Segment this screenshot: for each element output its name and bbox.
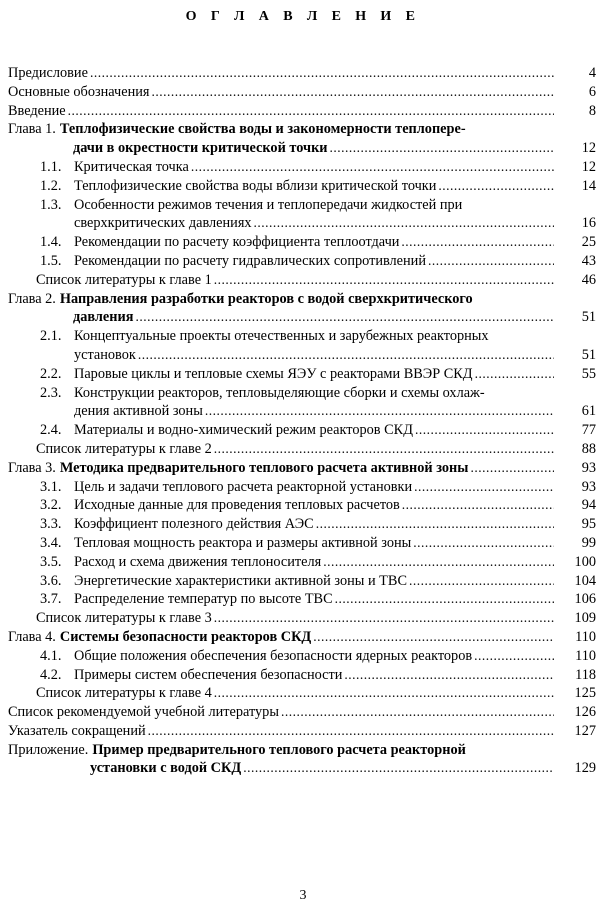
- toc-entry-title: Паровые циклы и тепловые схемы ЯЭУ с реакторами ВВЭР СКД: [74, 365, 473, 382]
- toc-line: [40, 478, 606, 497]
- toc-page-number: 4: [588, 65, 596, 81]
- toc-page-number: 88: [581, 440, 596, 457]
- dot-leader: [475, 365, 554, 384]
- toc-page-number: 8: [588, 102, 596, 119]
- toc-chapter-prefix: Глава 2.: [8, 290, 56, 307]
- toc-entry[interactable]: [0, 496, 606, 515]
- toc-section-number: 2.3.: [40, 384, 62, 401]
- toc-line: [40, 402, 606, 421]
- toc-line: [40, 158, 606, 177]
- toc-section-number: 1.1.: [40, 158, 62, 175]
- toc-entry-title: Рекомендации по расчету коэффициента теплоотдачи: [74, 234, 400, 251]
- toc-entry[interactable]: [0, 196, 606, 234]
- toc-entry-title: Общие положения обеспечения безопасности ядерных реакторов: [74, 647, 473, 664]
- dot-leader: [401, 233, 554, 252]
- toc-entry-title: Конструкции реакторов, тепловыделяющие сборки и схемы охлаж-: [74, 384, 485, 401]
- toc-line: [8, 139, 606, 158]
- dot-leader: [428, 252, 554, 271]
- dot-leader: [415, 421, 554, 440]
- toc-line: [40, 534, 606, 553]
- dot-leader: [68, 102, 554, 121]
- toc-page-number: 93: [581, 478, 596, 495]
- toc-line: [8, 83, 606, 102]
- toc-entry-title: Список рекомендуемой учебной литературы: [8, 704, 279, 721]
- toc-line: [40, 346, 606, 365]
- toc-section-number: 3.5.: [40, 553, 62, 570]
- toc-line: [40, 327, 606, 346]
- toc-line: [40, 177, 606, 196]
- toc-entry-title: Распределение температур по высоте ТВС: [74, 591, 333, 608]
- toc-page-number: 106: [574, 591, 596, 608]
- toc-page-number: 125: [574, 685, 596, 702]
- toc-page-number: 104: [574, 572, 596, 589]
- toc-chapter-title-cont: установки с водой СКД: [90, 760, 242, 777]
- dot-leader: [214, 684, 554, 703]
- toc-section-number: 3.6.: [40, 572, 62, 589]
- toc-entry[interactable]: [0, 684, 606, 703]
- toc-line: [40, 515, 606, 534]
- toc-page-number: 14: [581, 177, 596, 194]
- toc-line: [40, 666, 606, 685]
- toc-page-number: 95: [581, 516, 596, 533]
- toc-entry-title: Список литературы к главе 2: [36, 440, 212, 457]
- dot-leader: [214, 440, 554, 459]
- toc-entry[interactable]: [0, 572, 606, 591]
- toc-entry[interactable]: [0, 271, 606, 290]
- dot-leader: [470, 459, 554, 478]
- dot-leader: [151, 83, 554, 102]
- dot-leader: [90, 64, 554, 83]
- toc-line: [36, 684, 606, 703]
- toc-line: [40, 196, 606, 215]
- toc-page-number: 51: [581, 346, 596, 363]
- toc-line: [40, 647, 606, 666]
- toc-entry-title-cont: сверхкритических давлениях: [74, 215, 252, 232]
- toc-chapter-title: Теплофизические свойства воды и закономерности теплопере-: [59, 121, 466, 138]
- toc-entry[interactable]: [0, 722, 606, 741]
- toc-section-number: 1.4.: [40, 234, 62, 251]
- toc-line: [40, 496, 606, 515]
- toc-entry[interactable]: [0, 553, 606, 572]
- toc-section-number: 3.3.: [40, 516, 62, 533]
- toc-entry[interactable]: [0, 534, 606, 553]
- toc-entry[interactable]: [0, 158, 606, 177]
- toc-line: [8, 722, 606, 741]
- toc-page-number: 77: [581, 422, 596, 439]
- toc-entry[interactable]: [0, 478, 606, 497]
- toc-page-number: 12: [581, 158, 596, 175]
- dot-leader: [214, 609, 554, 628]
- toc-entry[interactable]: [0, 609, 606, 628]
- toc-line: [36, 271, 606, 290]
- toc-page-number: 94: [581, 497, 596, 514]
- dot-leader: [323, 553, 554, 572]
- toc-entry-title: Список литературы к главе 4: [36, 685, 212, 702]
- toc-section-number: 1.2.: [40, 177, 62, 194]
- toc-line: [40, 233, 606, 252]
- toc-section-number: 3.4.: [40, 534, 62, 551]
- toc-line: [8, 120, 606, 139]
- toc-chapter-prefix: Приложение.: [8, 741, 89, 758]
- dot-leader: [138, 346, 554, 365]
- toc-entry-title: Рекомендации по расчету гидравлических сопротивлений: [74, 252, 426, 269]
- toc-entry-title: Введение: [8, 102, 66, 119]
- toc-entry[interactable]: [0, 64, 606, 83]
- toc-line: [8, 703, 606, 722]
- dot-leader: [254, 214, 554, 233]
- dot-leader: [281, 703, 554, 722]
- dot-leader: [148, 722, 554, 741]
- toc-entry[interactable]: [0, 703, 606, 722]
- toc-entry-title: Предисловие: [8, 65, 88, 81]
- dot-leader: [205, 402, 554, 421]
- dot-leader: [214, 271, 554, 290]
- toc-entry[interactable]: [0, 421, 606, 440]
- toc-page-number: 16: [581, 215, 596, 232]
- toc-line: [40, 421, 606, 440]
- toc-entry-title: Указатель сокращений: [8, 722, 146, 739]
- toc-entry[interactable]: [0, 177, 606, 196]
- toc-chapter-prefix: Глава 3.: [8, 459, 56, 476]
- toc-line: [8, 759, 606, 778]
- dot-leader: [402, 496, 554, 515]
- toc-section-number: 2.1.: [40, 328, 62, 345]
- dot-leader: [330, 139, 554, 158]
- toc-entry-title: Критическая точка: [74, 158, 189, 175]
- toc-line: [36, 609, 606, 628]
- toc-line: [36, 440, 606, 459]
- toc-chapter-title: Методика предварительного теплового расчета активной зоны: [59, 459, 469, 476]
- toc-entry[interactable]: [0, 515, 606, 534]
- toc-line: [8, 741, 606, 760]
- toc-line: [40, 365, 606, 384]
- toc-entry-title: Список литературы к главе 3: [36, 610, 212, 627]
- toc-page-number: 61: [581, 403, 596, 420]
- toc-entry[interactable]: [0, 290, 606, 328]
- toc-page-number: 109: [574, 610, 596, 627]
- toc-entry-title: Расход и схема движения теплоносителя: [74, 553, 322, 570]
- toc-entry[interactable]: [0, 647, 606, 666]
- toc-entry-title: Концептуальные проекты отечественных и зарубежных реакторных: [74, 328, 489, 345]
- toc-line: [40, 553, 606, 572]
- toc-section-number: 1.3.: [40, 196, 62, 213]
- toc-entry[interactable]: [0, 120, 606, 158]
- toc-entry[interactable]: [0, 365, 606, 384]
- dot-leader: [313, 628, 554, 647]
- dot-leader: [344, 666, 554, 685]
- toc-chapter-title-cont: давления: [73, 309, 134, 326]
- page-number: 3: [299, 888, 307, 903]
- dot-leader: [191, 158, 554, 177]
- toc-line: [40, 572, 606, 591]
- toc-line: [8, 102, 606, 121]
- table-of-contents: [0, 64, 606, 778]
- toc-page-number: 51: [581, 309, 596, 326]
- toc-entry[interactable]: [0, 459, 606, 478]
- toc-line: [40, 252, 606, 271]
- toc-entry[interactable]: [0, 741, 606, 779]
- toc-section-number: 3.2.: [40, 497, 62, 514]
- toc-entry[interactable]: [0, 327, 606, 365]
- toc-page-number: 127: [574, 722, 596, 739]
- toc-section-number: 4.2.: [40, 666, 62, 683]
- toc-entry-title: Материалы и водно-химический режим реакторов СКД: [74, 422, 413, 439]
- toc-entry[interactable]: [0, 83, 606, 102]
- toc-line: [8, 64, 606, 83]
- toc-chapter-title: Пример предварительного теплового расчета реакторной: [92, 741, 466, 758]
- toc-section-number: 1.5.: [40, 252, 62, 269]
- toc-line: [8, 308, 606, 327]
- toc-line: [40, 214, 606, 233]
- toc-section-number: 3.7.: [40, 591, 62, 608]
- toc-page-number: 118: [575, 666, 596, 683]
- dot-leader: [409, 572, 554, 591]
- toc-page-number: 43: [581, 252, 596, 269]
- toc-entry-title: Исходные данные для проведения тепловых расчетов: [74, 497, 400, 514]
- dot-leader: [413, 534, 554, 553]
- toc-entry-title: Цель и задачи теплового расчета реакторной установки: [74, 478, 413, 495]
- toc-entry[interactable]: [0, 252, 606, 271]
- toc-line: [40, 590, 606, 609]
- toc-line: [8, 290, 606, 309]
- toc-entry-title: Примеры систем обеспечения безопасности: [74, 666, 343, 683]
- toc-entry-title: Коэффициент полезного действия АЭС: [74, 516, 314, 533]
- dot-leader: [335, 590, 554, 609]
- toc-entry[interactable]: [0, 590, 606, 609]
- toc-page-number: 93: [581, 459, 596, 476]
- toc-entry-title-cont: установок: [74, 346, 136, 363]
- toc-chapter-title: Направления разработки реакторов с водой сверхкритического: [59, 290, 473, 307]
- toc-page-number: 110: [575, 647, 596, 664]
- toc-entry[interactable]: [0, 666, 606, 685]
- toc-section-number: 3.1.: [40, 478, 62, 495]
- page-title: О Г Л А В Л Е Н И Е: [185, 9, 421, 24]
- toc-page-number: 110: [575, 628, 596, 645]
- toc-line: [8, 459, 606, 478]
- toc-chapter-title: Системы безопасности реакторов СКД: [59, 628, 312, 645]
- dot-leader: [316, 515, 554, 534]
- toc-page-number: 99: [581, 534, 596, 551]
- toc-line: [8, 628, 606, 647]
- toc-entry[interactable]: [0, 102, 606, 121]
- toc-line: [40, 384, 606, 403]
- dot-leader: [243, 759, 554, 778]
- toc-entry-title-cont: дения активной зоны: [74, 403, 203, 420]
- toc-entry-title: Тепловая мощность реактора и размеры активной зоны: [74, 534, 412, 551]
- toc-entry-title: Теплофизические свойства воды вблизи критической точки: [74, 177, 437, 194]
- toc-section-number: 4.1.: [40, 647, 62, 664]
- toc-page-number: 126: [574, 704, 596, 721]
- dot-leader: [438, 177, 554, 196]
- toc-entry[interactable]: [0, 384, 606, 422]
- toc-page-number: 129: [574, 760, 596, 777]
- toc-entry-title: Список литературы к главе 1: [36, 271, 212, 288]
- toc-page-number: 100: [574, 553, 596, 570]
- dot-leader: [474, 647, 554, 666]
- dot-leader: [414, 478, 554, 497]
- toc-entry[interactable]: [0, 440, 606, 459]
- toc-page-number: 6: [588, 83, 596, 100]
- toc-entry[interactable]: [0, 233, 606, 252]
- toc-section-number: 2.4.: [40, 422, 62, 439]
- toc-page-number: 25: [581, 234, 596, 251]
- toc-entry-title: Основные обозначения: [8, 83, 150, 100]
- dot-leader: [136, 308, 555, 327]
- toc-entry[interactable]: [0, 628, 606, 647]
- toc-entry-title: Энергетические характеристики активной зоны и ТВС: [74, 572, 407, 589]
- toc-chapter-prefix: Глава 1.: [8, 121, 56, 138]
- toc-chapter-prefix: Глава 4.: [8, 628, 56, 645]
- toc-section-number: 2.2.: [40, 365, 62, 382]
- toc-entry-title: Особенности режимов течения и теплопередачи жидкостей при: [74, 196, 463, 213]
- toc-page-number: 12: [581, 140, 596, 157]
- toc-page-number: 46: [581, 271, 596, 288]
- toc-chapter-title-cont: дачи в окрестности критической точки: [73, 140, 328, 157]
- toc-page-number: 55: [581, 365, 596, 382]
